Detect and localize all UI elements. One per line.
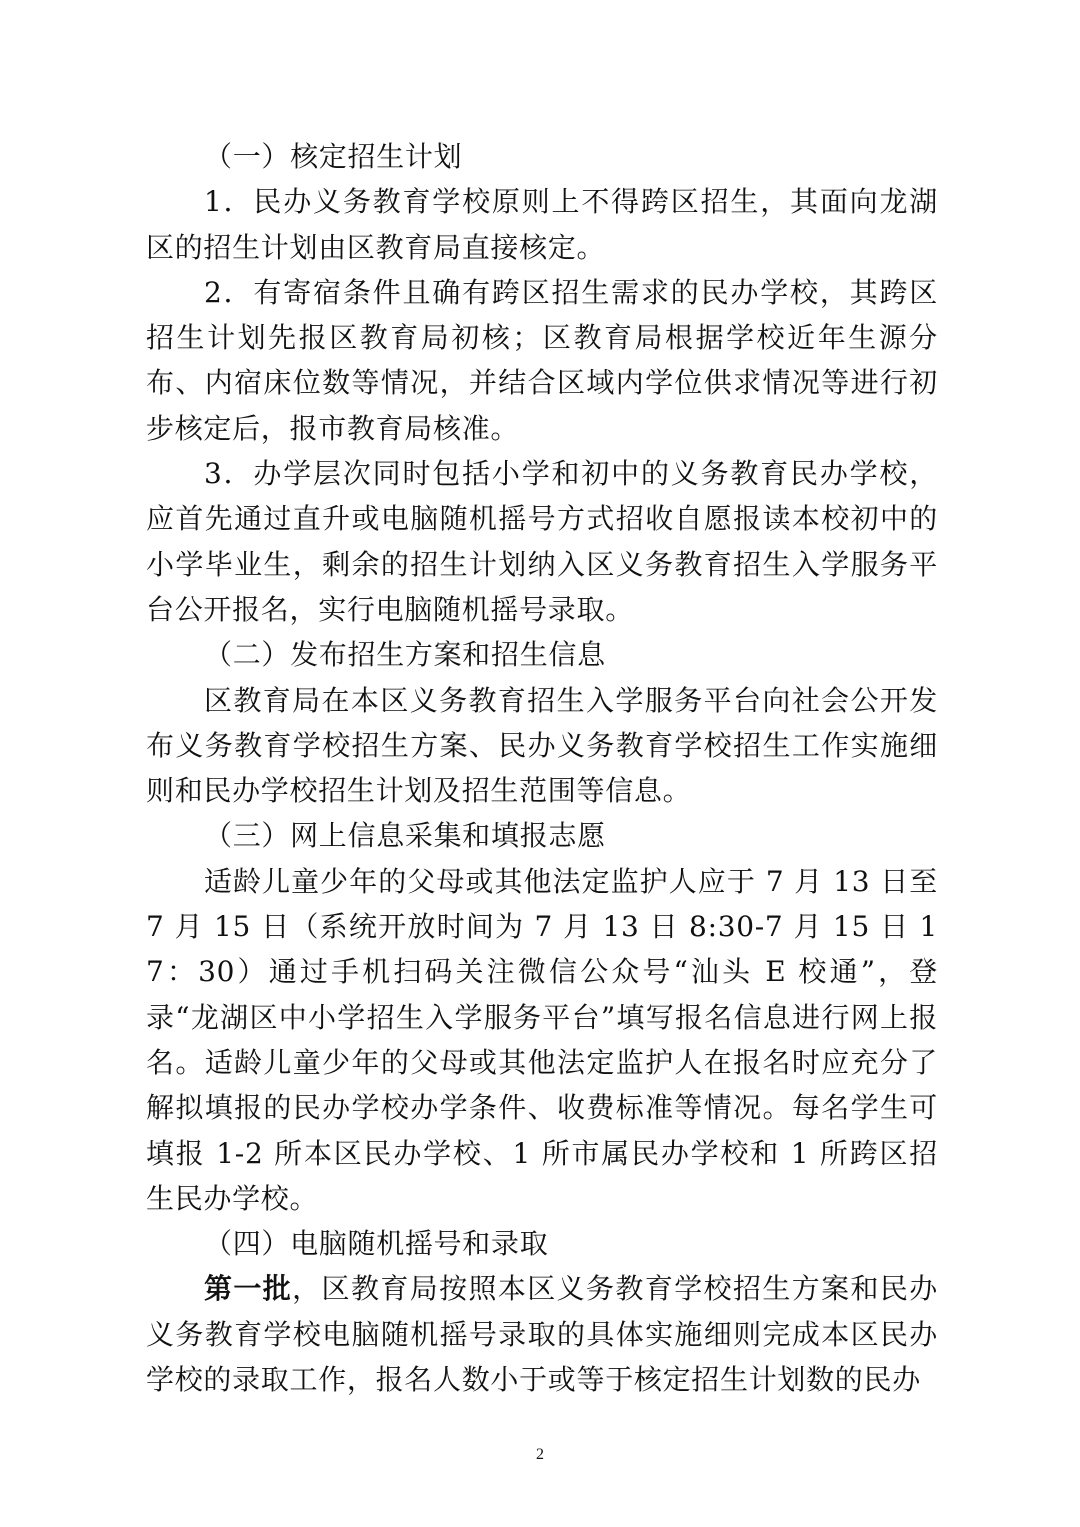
paragraph-item-3: 3．办学层次同时包括小学和初中的义务教育民办学校，应首先通过直升或电脑随机摇号方式招收自愿报读本校初中的小学毕业生，剩余的招生计划纳入区义务教育招生入学服务平台公开报名，实行电脑随机摇号录取。: [146, 457, 938, 626]
document-body: [146, 134, 938, 1402]
paragraph-item-2: 2．有寄宿条件且确有跨区招生需求的民办学校，其跨区招生计划先报区教育局初核；区教育局根据学校近年生源分布、内宿床位数等情况，并结合区域内学位供求情况等进行初步核定后，报市教育局核准。: [146, 275, 938, 445]
section-heading-one: （一）核定招生计划: [204, 140, 463, 173]
paragraph-online-registration: 适龄儿童少年的父母或其他法定监护人应于 7 月 13 日至 7 月 15 日（系统开放时间为 7 月 13 日 8:30-7 月 15 日 17：30）通过手机扫码关注微信公众号“汕头 E 校通”，登录“龙湖区中小学招生入学服务平台”填写报名信息进行网上报名。适龄儿童少年的父母或其他法定监护人在报名时应充分了解拟填报的民办学校办学条件、收费标准等情况。每名学生可填报 1-2 所本区民办学校、1 所市属民办学校和 1 所跨区招生民办学校。: [146, 864, 938, 1215]
paragraph-first-batch: [146, 1266, 938, 1402]
section-heading-two: （二）发布招生方案和招生信息: [204, 638, 606, 672]
first-batch-text: ，区教育局按照本区义务教育学校招生方案和民办义务教育学校电脑随机摇号录取的具体实施细则完成本区民办学校的录取工作，报名人数小于或等于核定招生计划数的民办: [146, 1272, 938, 1397]
section-heading-three: （三）网上信息采集和填报志愿: [204, 819, 606, 853]
paragraph-publish-info: 区教育局在本区义务教育招生入学服务平台向社会公开发布义务教育学校招生方案、民办义务教育学校招生工作实施细则和民办学校招生计划及招生范围等信息。: [146, 683, 938, 808]
section-heading-four: （四）电脑随机摇号和录取: [204, 1227, 549, 1261]
paragraph-item-1: 1．民办义务教育学校原则上不得跨区招生，其面向龙湖区的招生计划由区教育局直接核定。: [146, 185, 938, 264]
page-number: 2: [536, 1446, 544, 1463]
first-batch-label: 第一批: [204, 1272, 293, 1306]
